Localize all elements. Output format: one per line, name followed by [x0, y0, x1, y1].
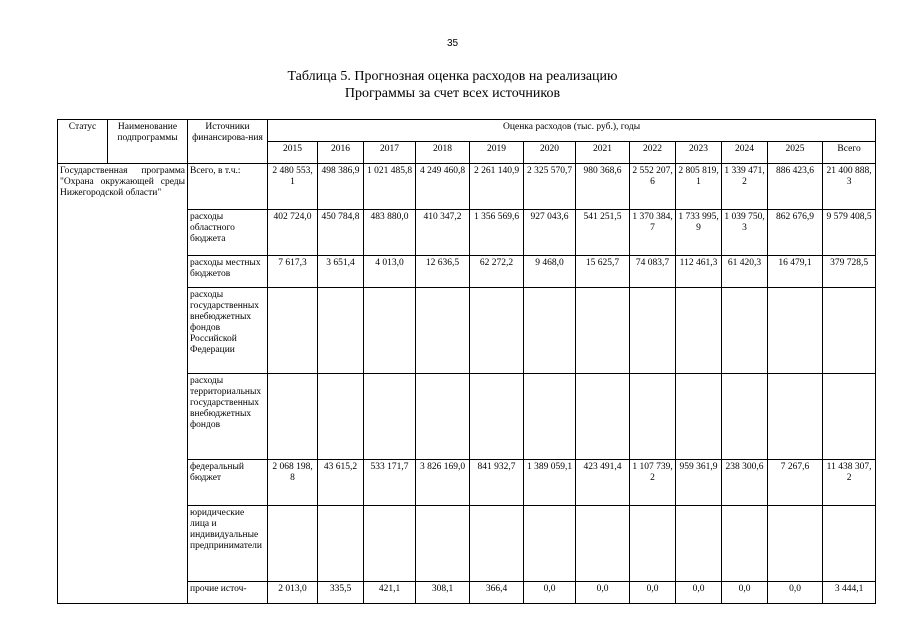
value-cell [722, 506, 768, 582]
value-cell [768, 288, 823, 374]
value-cell [630, 288, 676, 374]
value-cell: 410 347,2 [416, 210, 470, 256]
value-cell [676, 288, 722, 374]
source-cell: расходы территориальных государственных внебюджетных фондов [188, 374, 268, 460]
year-header: 2021 [576, 142, 630, 164]
value-cell [470, 288, 524, 374]
value-cell [676, 374, 722, 460]
value-cell [364, 288, 416, 374]
table-row [58, 164, 876, 210]
value-cell: 2 552 207,6 [630, 164, 676, 210]
value-cell: 1 356 569,6 [470, 210, 524, 256]
value-cell: 112 461,3 [676, 256, 722, 288]
value-cell [318, 374, 364, 460]
value-cell [823, 374, 876, 460]
year-header: 2020 [524, 142, 576, 164]
value-cell: 335,5 [318, 582, 364, 604]
year-header: 2015 [268, 142, 318, 164]
value-cell: 379 728,5 [823, 256, 876, 288]
value-cell: 1 107 739,2 [630, 460, 676, 506]
value-cell [768, 374, 823, 460]
value-cell: 862 676,9 [768, 210, 823, 256]
value-cell: 980 368,6 [576, 164, 630, 210]
value-cell [470, 374, 524, 460]
value-cell: 2 480 553,1 [268, 164, 318, 210]
value-cell: 0,0 [722, 582, 768, 604]
value-cell: 1 370 384,7 [630, 210, 676, 256]
value-cell: 0,0 [768, 582, 823, 604]
value-cell: 21 400 888,3 [823, 164, 876, 210]
value-cell: 0,0 [576, 582, 630, 604]
value-cell: 4 249 460,8 [416, 164, 470, 210]
value-cell: 1 039 750,3 [722, 210, 768, 256]
page-number: 35 [446, 38, 459, 49]
value-cell [823, 288, 876, 374]
value-cell: 533 171,7 [364, 460, 416, 506]
table-body [58, 164, 876, 604]
value-cell: 2 325 570,7 [524, 164, 576, 210]
budget-table [57, 119, 876, 604]
value-cell: 238 300,6 [722, 460, 768, 506]
table-caption [0, 68, 905, 102]
header-status: Статус [58, 120, 108, 164]
source-cell: федеральный бюджет [188, 460, 268, 506]
value-cell: 61 420,3 [722, 256, 768, 288]
source-cell: прочие источ- [188, 582, 268, 604]
value-cell: 450 784,8 [318, 210, 364, 256]
value-cell [524, 288, 576, 374]
value-cell [768, 506, 823, 582]
value-cell: 0,0 [524, 582, 576, 604]
year-header: 2022 [630, 142, 676, 164]
value-cell: 4 013,0 [364, 256, 416, 288]
value-cell: 0,0 [676, 582, 722, 604]
header-estimate: Оценка расходов (тыс. руб.), годы [268, 120, 876, 142]
value-cell [676, 506, 722, 582]
value-cell [268, 374, 318, 460]
value-cell [823, 506, 876, 582]
value-cell [576, 506, 630, 582]
source-cell: Всего, в т.ч.: [188, 164, 268, 210]
value-cell: 498 386,9 [318, 164, 364, 210]
value-cell: 1 389 059,1 [524, 460, 576, 506]
value-cell: 1 733 995,9 [676, 210, 722, 256]
value-cell [524, 506, 576, 582]
value-cell: 886 423,6 [768, 164, 823, 210]
value-cell: 3 651,4 [318, 256, 364, 288]
value-cell: 366,4 [470, 582, 524, 604]
value-cell [268, 288, 318, 374]
year-header: 2023 [676, 142, 722, 164]
value-cell: 16 479,1 [768, 256, 823, 288]
source-cell: расходы государственных внебюджетных фондов Российской Федерации [188, 288, 268, 374]
value-cell [630, 506, 676, 582]
caption-line-2: Программы за счет всех источников [344, 86, 561, 101]
value-cell: 7 617,3 [268, 256, 318, 288]
value-cell [364, 374, 416, 460]
value-cell: 9 579 408,5 [823, 210, 876, 256]
value-cell [470, 506, 524, 582]
value-cell: 2 013,0 [268, 582, 318, 604]
value-cell: 3 826 169,0 [416, 460, 470, 506]
value-cell: 12 636,5 [416, 256, 470, 288]
value-cell: 0,0 [630, 582, 676, 604]
value-cell: 423 491,4 [576, 460, 630, 506]
value-cell [364, 506, 416, 582]
value-cell: 2 261 140,9 [470, 164, 524, 210]
value-cell [524, 374, 576, 460]
header-sources: Источники финансирова-ния [188, 120, 268, 164]
year-header: 2024 [722, 142, 768, 164]
value-cell [416, 506, 470, 582]
value-cell [318, 288, 364, 374]
year-header: 2018 [416, 142, 470, 164]
value-cell [268, 506, 318, 582]
value-cell: 3 444,1 [823, 582, 876, 604]
value-cell: 2 805 819,1 [676, 164, 722, 210]
value-cell: 1 339 471,2 [722, 164, 768, 210]
value-cell: 2 068 198,8 [268, 460, 318, 506]
value-cell: 927 043,6 [524, 210, 576, 256]
value-cell: 9 468,0 [524, 256, 576, 288]
header-subprogram: Наименование подпрограммы [108, 120, 188, 164]
value-cell: 15 625,7 [576, 256, 630, 288]
value-cell [318, 506, 364, 582]
value-cell: 1 021 485,8 [364, 164, 416, 210]
value-cell [416, 374, 470, 460]
value-cell: 483 880,0 [364, 210, 416, 256]
value-cell: 11 438 307,2 [823, 460, 876, 506]
year-header: 2025 [768, 142, 823, 164]
value-cell: 841 932,7 [470, 460, 524, 506]
value-cell: 43 615,2 [318, 460, 364, 506]
year-header: 2017 [364, 142, 416, 164]
status-cell: Государственная программа "Охрана окружающей среды Нижегородской области" [58, 164, 188, 604]
value-cell: 402 724,0 [268, 210, 318, 256]
value-cell: 74 083,7 [630, 256, 676, 288]
value-cell: 421,1 [364, 582, 416, 604]
year-header: 2019 [470, 142, 524, 164]
value-cell [722, 374, 768, 460]
source-cell: юридические лица и индивидуальные предприниматели [188, 506, 268, 582]
value-cell [576, 288, 630, 374]
value-cell: 7 267,6 [768, 460, 823, 506]
year-header: Всего [823, 142, 876, 164]
year-header: 2016 [318, 142, 364, 164]
value-cell [722, 288, 768, 374]
value-cell: 62 272,2 [470, 256, 524, 288]
value-cell: 308,1 [416, 582, 470, 604]
value-cell: 541 251,5 [576, 210, 630, 256]
value-cell [630, 374, 676, 460]
caption-line-1: Таблица 5. Прогнозная оценка расходов на реализацию [287, 69, 618, 84]
source-cell: расходы областного бюджета [188, 210, 268, 256]
value-cell [576, 374, 630, 460]
value-cell: 959 361,9 [676, 460, 722, 506]
header-row [58, 120, 876, 142]
source-cell: расходы местных бюджетов [188, 256, 268, 288]
value-cell [416, 288, 470, 374]
